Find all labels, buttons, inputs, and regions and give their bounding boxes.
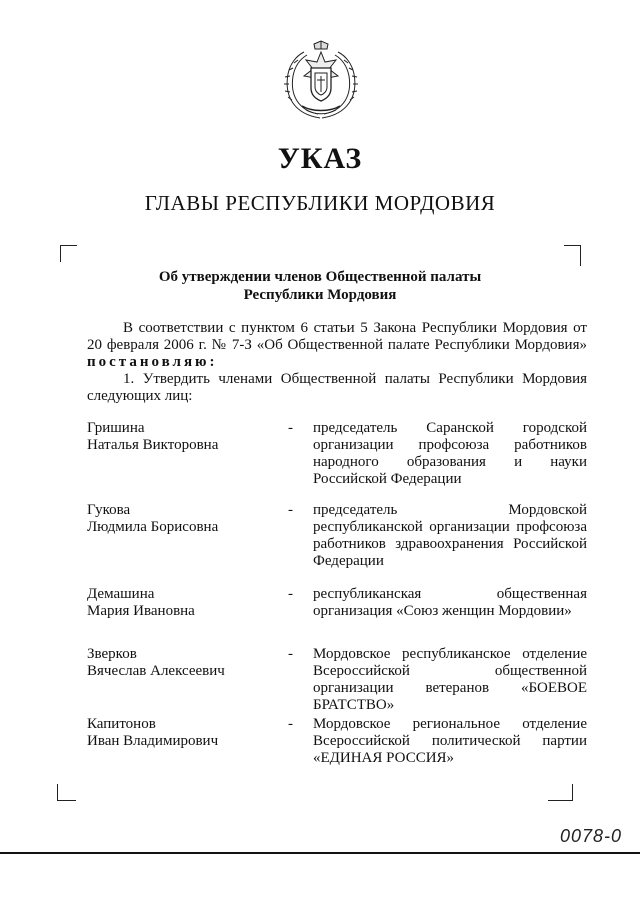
member-dash: - — [288, 502, 293, 518]
corner-mark-bottom-left — [57, 784, 76, 801]
member-surname: Зверков — [87, 646, 137, 662]
member-description: республиканская общественная организация «Союз женщин Мордовии» — [313, 586, 587, 619]
preamble-text: В соответствии с пунктом 6 статьи 5 Закона Республики Мордовия от 20 февраля 2006 г. № 7-З «Об Общественной палате Республики Мордовия» — [87, 320, 587, 353]
member-description: председатель Мордовской республиканской организации профсоюза работников здравоохранения Российской Федерации — [313, 502, 587, 569]
member-given-names: Вячеслав Алексеевич — [87, 663, 225, 679]
member-given-names: Людмила Борисовна — [87, 519, 219, 535]
decree-preamble — [87, 320, 587, 405]
member-name — [87, 586, 287, 620]
decree-title: УКАЗ — [277, 142, 363, 175]
member-surname: Демашина — [87, 586, 155, 602]
member-dash: - — [288, 586, 293, 602]
member-given-names: Наталья Викторовна — [87, 437, 219, 453]
member-surname: Гришина — [87, 420, 145, 436]
corner-mark-top-right — [564, 245, 581, 266]
member-description: Мордовское республиканское отделение Всероссийской общественной организации ветеранов «БОЕВОЕ БРАТСТВО» — [313, 646, 587, 713]
decree-heading-line-1: Об утверждении членов Общественной палаты — [158, 269, 482, 285]
decree-subtitle: ГЛАВЫ РЕСПУБЛИКИ МОРДОВИЯ — [144, 191, 496, 215]
member-given-names: Иван Владимирович — [87, 733, 219, 749]
handwritten-page-number: 0078-0 — [560, 826, 623, 846]
member-name — [87, 716, 287, 750]
decree-word: постановляю: — [87, 354, 218, 370]
member-name — [87, 646, 287, 680]
member-surname: Гукова — [87, 502, 131, 518]
bottom-scan-edge — [0, 852, 640, 854]
member-name — [87, 502, 287, 536]
decree-heading-line-2: Республики Мордовия — [243, 287, 397, 303]
corner-mark-top-left — [60, 245, 77, 262]
member-dash: - — [288, 716, 293, 732]
member-dash: - — [288, 646, 293, 662]
member-surname: Капитонов — [87, 716, 156, 732]
corner-mark-bottom-right — [548, 784, 573, 801]
member-dash: - — [288, 420, 293, 436]
member-description: Мордовское региональное отделение Всероссийской политической партии «ЕДИНАЯ РОССИЯ» — [313, 716, 587, 766]
decree-heading — [0, 268, 640, 304]
member-name — [87, 420, 287, 454]
member-given-names: Мария Ивановна — [87, 603, 195, 619]
coat-of-arms-emblem — [280, 40, 362, 124]
member-description: председатель Саранской городской организации профсоюза работников народного образования и науки Российской Федерации — [313, 420, 587, 487]
item-1-text: 1. Утвердить членами Общественной палаты Республики Мордовия следующих лиц: — [87, 371, 587, 404]
